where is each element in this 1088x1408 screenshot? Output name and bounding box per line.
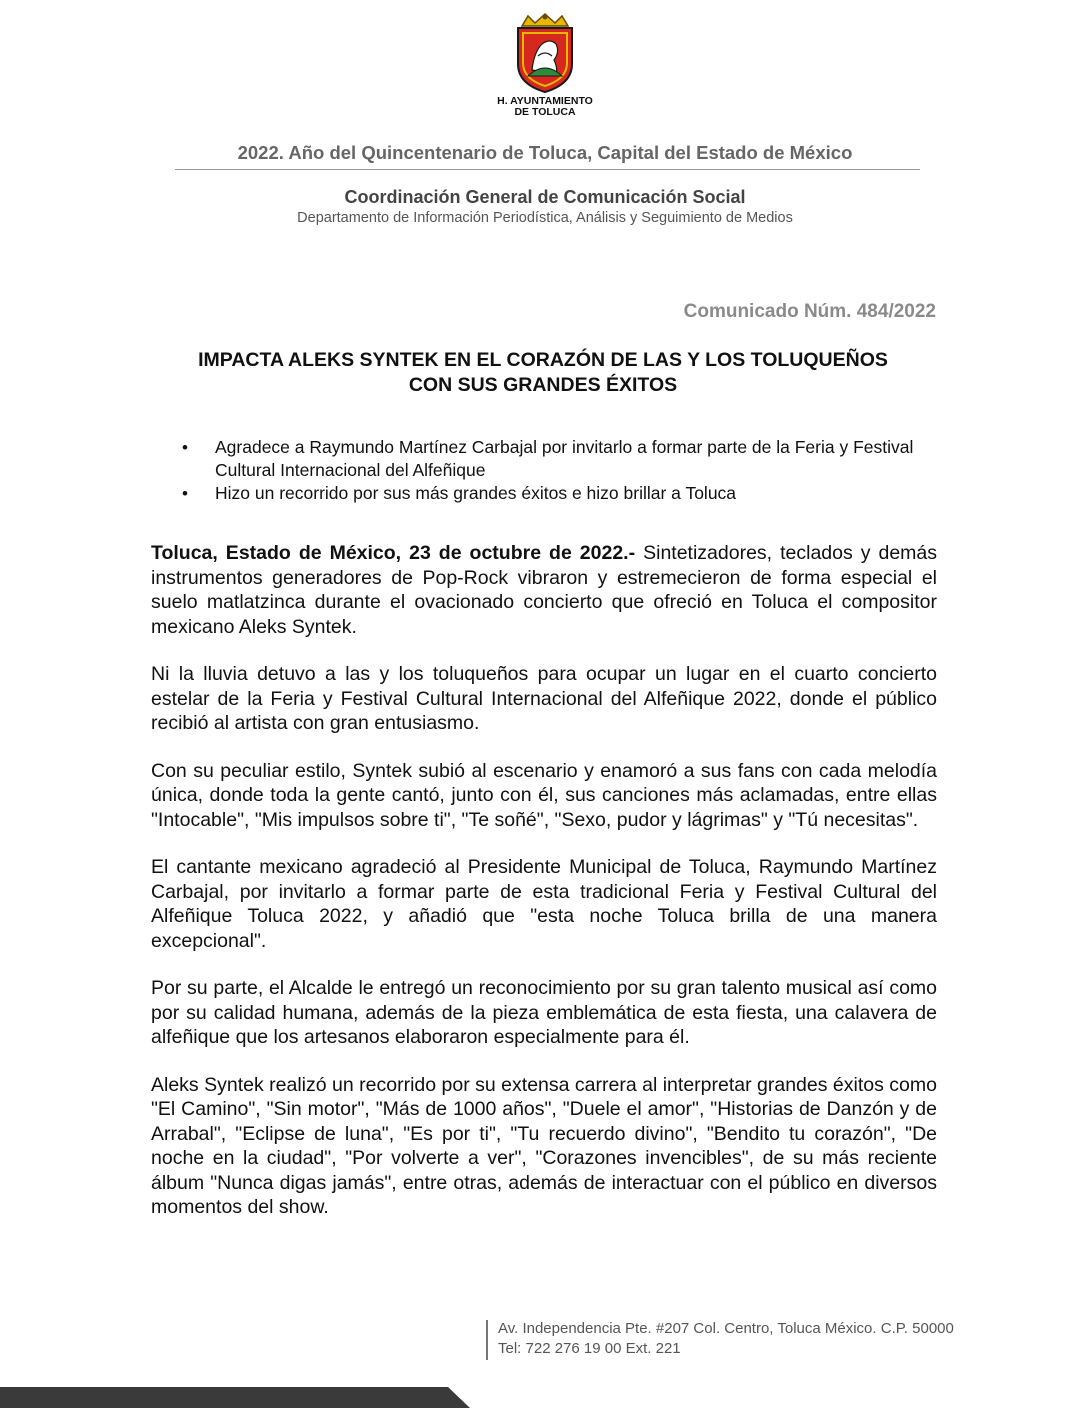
toluca-coat-of-arms-logo [490, 12, 600, 120]
lead-text: Sintetizadores, teclados y demás instrumentos generadores de Pop-Rock vibraron y estremecieron de forma especial el suelo matlatzinca durante el ovacionado concierto que ofreció en Toluca el compositor mexicano Aleks Syntek. [151, 542, 937, 638]
department-subtitle: Departamento de Información Periodística, Análisis y Seguimiento de Medios [297, 210, 793, 226]
release-number: Comunicado Núm. 484/2022 [683, 301, 936, 322]
header-divider [175, 169, 920, 170]
body-paragraph: El cantante mexicano agradeció al Presidente Municipal de Toluca, Raymundo Martínez Carbajal, por invitarlo a formar parte de esta tradicional Feria y Festival Cultural del Alfeñique Toluca 2022, y añadió que "esta noche Toluca brilla de una manera excepcional". [151, 856, 937, 952]
dateline: Toluca, Estado de México, 23 de octubre de 2022.- [151, 542, 636, 564]
headline-line-2: CON SUS GRANDES ÉXITOS [408, 374, 678, 396]
coordination-title: Coordinación General de Comunicación Social [344, 187, 746, 207]
summary-bullet: • Agradece a Raymundo Martínez Carbajal por invitarlo a formar parte de la Feria y Festival Cultural Internacional del Alfeñique [182, 436, 942, 482]
release-headline [150, 348, 936, 398]
footer-band [0, 1387, 470, 1408]
footer-phone: Tel: 722 276 19 00 Ext. 221 [498, 1340, 681, 1357]
body-paragraph: Con su peculiar estilo, Syntek subió al escenario y enamoró a sus fans con cada melodía única, donde toda la gente cantó, junto con él, sus canciones más aclamadas, entre ellas "Intocable", "Mis impulsos sobre ti", "Te soñé", "Sexo, pudor y lágrimas" y "Tú necesitas". [151, 759, 937, 831]
footer-address: Av. Independencia Pte. #207 Col. Centro, Toluca México. C.P. 50000 [498, 1320, 954, 1337]
body-paragraph-lead [151, 541, 937, 639]
toluca-coat-of-arms-icon [508, 12, 582, 94]
release-body [151, 541, 937, 1243]
summary-bullet: • Hizo un recorrido por sus más grandes éxitos e hizo brillar a Toluca [182, 482, 942, 505]
body-paragraph: Aleks Syntek realizó un recorrido por su extensa carrera al interpretar grandes éxitos como "El Camino", "Sin motor", "Más de 1000 años", "Duele el amor", "Historias de Danzón y de Arrabal", "Eclipse de luna", "Es por ti", "Tu recuerdo divino", "Bendito tu corazón", "De noche en la ciudad", "Por volverte a ver", "Corazones invencibles", de su más reciente álbum "Nunca digas jamás", entre otras, además de interactuar con el público en diversos momentos del show. [151, 1073, 937, 1218]
body-paragraph: Ni la lluvia detuvo a las y los toluqueños para ocupar un lugar en el cuarto concierto estelar de la Feria y Festival Cultural Internacional del Alfeñique 2022, donde el público recibió al artista con gran entusiasmo. [151, 663, 937, 734]
summary-bullets [182, 436, 942, 505]
headline-line-1: IMPACTA ALEKS SYNTEK EN EL CORAZÓN DE LAS Y LOS TOLUQUEÑOS [198, 349, 888, 371]
org-name-line1: H. AYUNTAMIENTO [497, 95, 593, 107]
footer-divider [486, 1320, 488, 1360]
org-name-line2: DE TOLUCA [514, 106, 576, 118]
body-paragraph: Por su parte, el Alcalde le entregó un reconocimiento por su gran talento musical así como por su calidad humana, además de la pieza emblemática de esta fiesta, una calavera de alfeñique que los artesanos elaboraron especialmente para él. [151, 977, 937, 1048]
year-banner: 2022. Año del Quincentenario de Toluca, Capital del Estado de México [237, 142, 853, 163]
